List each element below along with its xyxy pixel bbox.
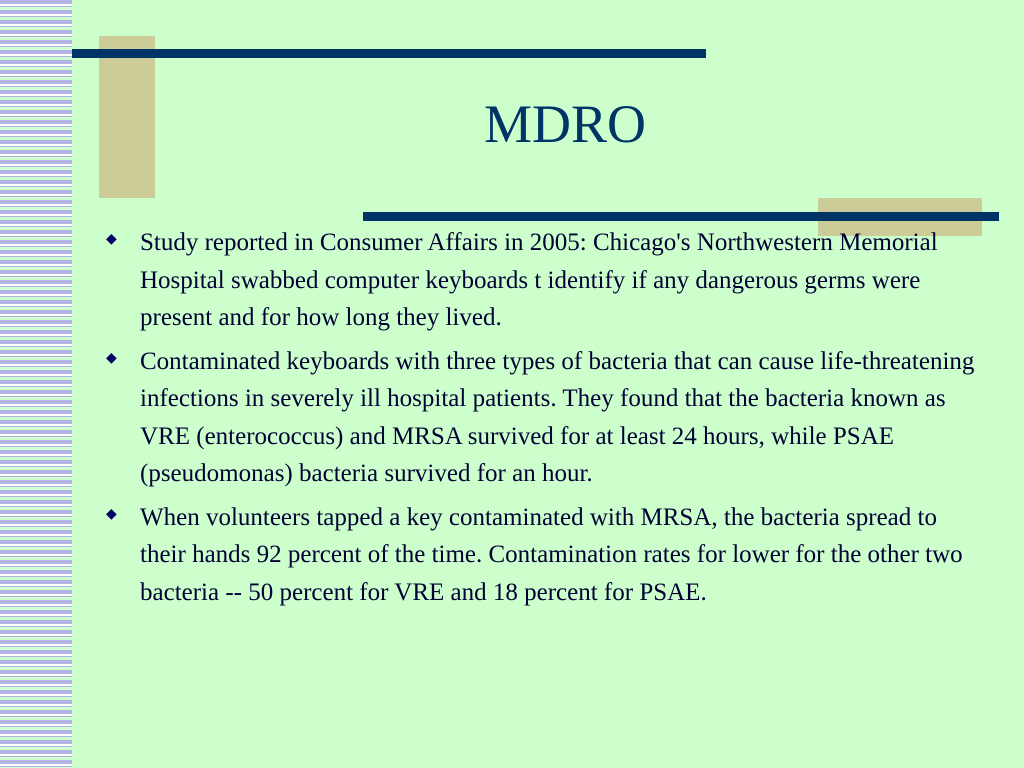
title-rule-bottom bbox=[363, 212, 999, 221]
bullet-list bbox=[104, 224, 984, 617]
bullet-item bbox=[104, 224, 984, 337]
bullet-item bbox=[104, 499, 984, 612]
diamond-bullet-icon: ◆ bbox=[106, 232, 117, 247]
bullet-text: Contaminated keyboards with three types of bacteria that can cause life-threatening infections in severely ill hospital patients. They found that the bacteria known as VRE (enterococcus) and MRSA survived for at least 24 hours, while PSAE (pseudomonas) bacteria survived for an hour. bbox=[140, 347, 975, 487]
diamond-bullet-icon: ◆ bbox=[106, 506, 117, 522]
bullet-item bbox=[104, 343, 984, 493]
left-stripe-decoration bbox=[0, 0, 72, 768]
bullet-text: Study reported in Consumer Affairs in 2005: Chicago's Northwestern Memorial Hospital swabbed computer keyboards t identify if any dangerous germs were present and for how long they lived. bbox=[140, 229, 938, 331]
accent-block-top bbox=[99, 36, 155, 198]
bullet-text: When volunteers tapped a key contaminated with MRSA, the bacteria spread to their hands 92 percent of the time. Contamination rates for lower for the other two bacteria -- 50 percent for VRE and 18 percent for PSAE. bbox=[140, 503, 963, 606]
diamond-bullet-icon: ◆ bbox=[106, 350, 117, 366]
slide-title: MDRO bbox=[483, 94, 647, 154]
title-rule-top bbox=[72, 49, 706, 58]
